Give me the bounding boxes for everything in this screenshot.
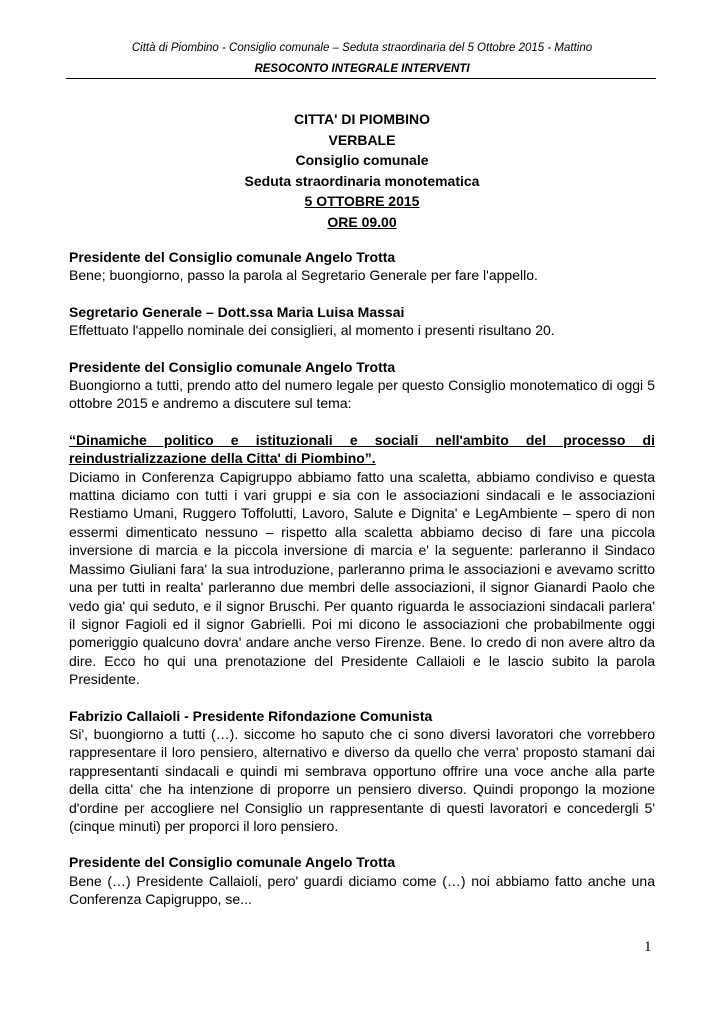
intervention-text: Diciamo in Conferenza Capigruppo abbiamo fatto una scaletta, abbiamo condiviso e questa mattina diciamo con tutti i vari gruppi e sia con le associazioni sindacali e le associazioni Restiamo Umani, Ruggero Toffolutti, Lavoro, Salute e Dignita' e LegAmbiente – spero di non essermi dimenticato nessuno – rispetto alla scaletta abbiamo deciso di fare una piccola inversione di marcia e la piccola inversione di marcia e' la seguente: parleranno il Sindaco Massimo Giuliani fara' la sua introduzione, parleranno prima le associazioni e avevamo scritto una per tutti in realta' parleranno due membri delle associazioni, il signor Gianardi Paolo che vedo gia' qui seduto, e il signor Bruschi. Per quanto riguarda le associazioni sindacali parlera' il signor Fagioli ed il signor Gabrielli. Poi mi dicono le associazioni che probabilmente oggi pomeriggio qualcuno dovra' andare anche verso Firenze. Bene. Io credo di non avere altro da dire. Ecco ho qui una prenotazione del Presidente Callaioli e le lascio subito la parola Presidente. [69,468,655,688]
speaker-heading: Presidente del Consiglio comunale Angelo Trotta [69,854,396,871]
title-block [60,109,664,232]
intervention-text: Buongiorno a tutti, prendo atto del numero legale per questo Consiglio monotematico di oggi 5 ottobre 2015 e andremo a discutere sul tema: [69,377,655,412]
intervention-text: Effettuato l'appello nominale dei consiglieri, al momento i presenti risultano 20. [69,322,555,339]
title-time [60,212,664,233]
title-date [60,191,664,212]
paragraph-spacer [69,340,655,358]
title-session: Seduta straordinaria monotematica [244,172,480,189]
speaker-heading: Fabrizio Callaioli - Presidente Rifondazione Comunista [69,707,433,724]
page-number: 1 [644,939,652,955]
title-city: CITTA' DI PIOMBINO [293,111,431,127]
intervention-text: Si', buongiorno a tutti (…). siccome ho saputo che ci sono diversi lavoratori che vorrebbero rappresentare il loro pensiero, alternativo e diverso da quello che verra' proposto stamani dai rappresentanti sindacali e quindi mi sembrava opportuno offrire una voce anche alla parte della citta' che ha intenzione di proporre un pensiero diverso. Quindi propongo la mozione d'ordine per accogliere nel Consiglio un rappresentante di questi lavoratori e concedergli 5' (cinque minuti) per proporci il loro pensiero. [69,725,655,834]
title-body: Consiglio comunale [295,152,429,168]
intervention-text: Bene; buongiorno, passo la parola al Segretario Generale per fare l'appello. [69,267,538,284]
running-header-session: Città di Piombino - Consiglio comunale – Seduta straordinaria del 5 Ottobre 2015 - Mattino [131,42,593,54]
paragraph-spacer [69,689,655,707]
minutes-body [69,248,655,909]
title-doc-type: VERBALE [328,131,396,148]
intervention-text: Bene (…) Presidente Callaioli, pero' guardi diciamo come (…) noi abbiamo fatto anche una Conferenza Capigruppo, se... [69,872,655,908]
session-theme: “Dinamiche politico e istituzionali e sociali nell'ambito del processo di reindustrializzazione della Citta' di Piombino”. [69,431,655,467]
title-date-text: 5 OTTOBRE 2015 [304,193,420,209]
title-time-text: ORE 09.00 [327,213,397,230]
paragraph-spacer [69,413,655,431]
speaker-heading: Segretario Generale – Dott.ssa Maria Luisa Massai [69,303,405,320]
speaker-heading: Presidente del Consiglio comunale Angelo Trotta [69,249,396,265]
header-divider [66,78,656,79]
running-header-report-title: RESOCONTO INTEGRALE INTERVENTI [254,63,470,75]
paragraph-spacer [69,835,655,853]
paragraph-spacer [69,285,655,303]
speaker-heading: Presidente del Consiglio comunale Angelo Trotta [69,358,396,375]
